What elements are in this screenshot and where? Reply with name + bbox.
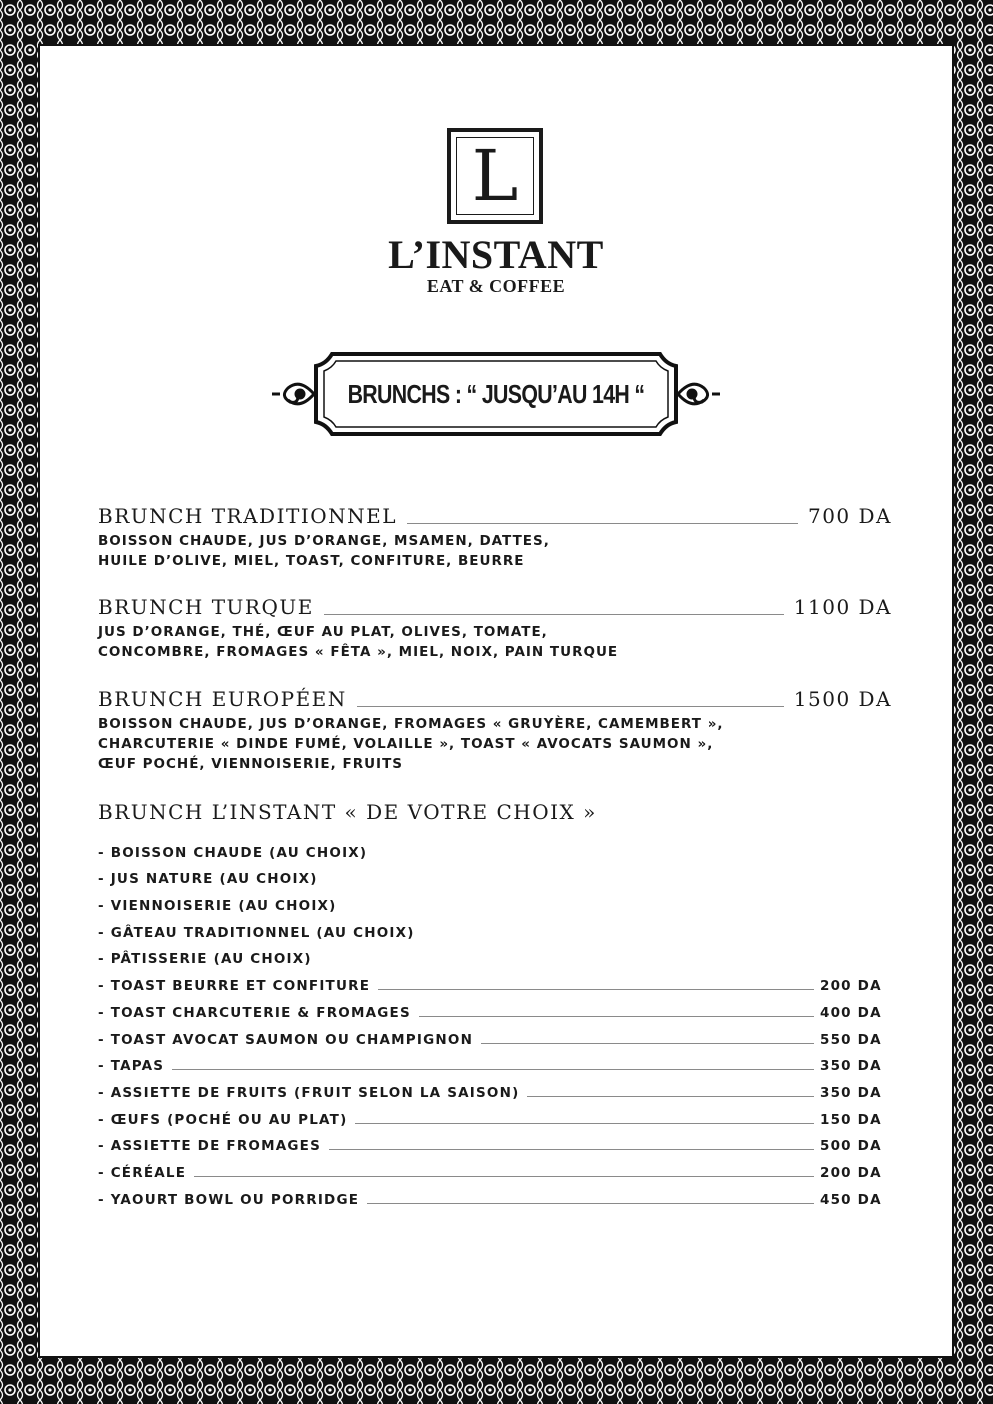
list-item-price: 350 DA: [820, 1084, 882, 1101]
item-description: [98, 622, 892, 662]
right-scroll-ornament: [678, 384, 720, 404]
description-line: BOISSON CHAUDE, JUS D’ORANGE, FROMAGES « GRUYÈRE, CAMEMBERT »,: [98, 716, 724, 732]
list-item: [98, 941, 880, 968]
item-price: 1100 DA: [793, 595, 892, 619]
leader-line: [378, 989, 814, 990]
list-item: [98, 1048, 880, 1075]
list-item-label: - ŒUFS (POCHÉ OU AU PLAT): [98, 1111, 348, 1128]
list-item: [98, 914, 880, 941]
section-title: BRUNCHS : “ JUSQU’AU 14H “: [347, 378, 645, 409]
list-item-label: - YAOURT BOWL OU PORRIDGE: [98, 1191, 360, 1208]
list-item-price: 450 DA: [820, 1191, 882, 1208]
description-line: HUILE D’OLIVE, MIEL, TOAST, CONFITURE, BEURRE: [98, 553, 525, 569]
menu-item-europeen: [98, 685, 892, 774]
list-item-label: - ASSIETTE DE FRUITS (FRUIT SELON LA SAISON): [98, 1084, 520, 1101]
list-item-label: - GÂTEAU TRADITIONNEL (AU CHOIX): [98, 924, 415, 941]
leader-line: [419, 1016, 814, 1017]
list-item: [98, 1154, 880, 1181]
list-item: [98, 1181, 880, 1208]
menu-item-traditionnel: [98, 502, 892, 571]
leader-line: [367, 1203, 814, 1204]
custom-brunch-list: [98, 834, 880, 1208]
logo-emblem: [447, 128, 543, 224]
leader-line: [357, 706, 784, 707]
list-item: [98, 1021, 880, 1048]
description-line: CONCOMBRE, FROMAGES « FÊTA », MIEL, NOIX, PAIN TURQUE: [98, 644, 619, 660]
description-line: BOISSON CHAUDE, JUS D’ORANGE, MSAMEN, DATTES,: [98, 533, 550, 549]
logo-letter: L: [471, 135, 519, 217]
item-description: [98, 714, 892, 774]
list-item-price: 350 DA: [820, 1058, 882, 1075]
list-item-label: - ASSIETTE DE FROMAGES: [98, 1138, 322, 1155]
leader-line: [194, 1176, 814, 1177]
item-title: BRUNCH TRADITIONNEL: [98, 504, 398, 528]
leader-line: [329, 1149, 814, 1150]
list-item-label: - BOISSON CHAUDE (AU CHOIX): [98, 844, 368, 861]
list-item-price: 400 DA: [820, 1004, 882, 1021]
list-item: [98, 1074, 880, 1101]
list-item-price: 150 DA: [820, 1111, 882, 1128]
list-item-label: - TOAST CHARCUTERIE & FROMAGES: [98, 1004, 411, 1021]
menu-page: [42, 48, 950, 1354]
leader-line: [172, 1069, 814, 1070]
list-item-label: - TAPAS: [98, 1058, 165, 1075]
brand-name: L’INSTANT: [388, 232, 604, 277]
list-item-label: - TOAST BEURRE ET CONFITURE: [98, 978, 371, 995]
list-item-price: 500 DA: [820, 1138, 882, 1155]
left-scroll-ornament: [272, 384, 314, 404]
list-item: [98, 967, 880, 994]
leader-line: [481, 1043, 814, 1044]
item-price: 700 DA: [807, 504, 892, 528]
list-item: [98, 834, 880, 861]
list-item-price: 200 DA: [820, 978, 882, 995]
leader-line: [355, 1123, 814, 1124]
list-item-price: 550 DA: [820, 1031, 882, 1048]
list-item: [98, 861, 880, 888]
list-item-price: 200 DA: [820, 1164, 882, 1181]
description-line: ŒUF POCHÉ, VIENNOISERIE, FRUITS: [98, 756, 404, 772]
section-banner: [270, 348, 722, 440]
item-description: [98, 531, 892, 571]
list-item-label: - PÂTISSERIE (AU CHOIX): [98, 951, 312, 968]
menu-item-turque: [98, 593, 892, 662]
leader-line: [527, 1096, 814, 1097]
list-item-label: - VIENNOISERIE (AU CHOIX): [98, 898, 337, 915]
item-title: BRUNCH TURQUE: [98, 595, 314, 619]
description-line: JUS D’ORANGE, THÉ, ŒUF AU PLAT, OLIVES, TOMATE,: [98, 624, 548, 640]
item-title: BRUNCH EUROPÉEN: [98, 687, 347, 711]
list-item-label: - CÉRÉALE: [98, 1164, 187, 1181]
custom-brunch-title: BRUNCH L’INSTANT « DE VOTRE CHOIX »: [98, 800, 597, 824]
brand-subtitle: EAT & COFFEE: [426, 276, 566, 296]
leader-line: [407, 523, 798, 524]
list-item-label: - TOAST AVOCAT SAUMON OU CHAMPIGNON: [98, 1031, 474, 1048]
list-item: [98, 1128, 880, 1155]
item-price: 1500 DA: [793, 687, 892, 711]
description-line: CHARCUTERIE « DINDE FUMÉ, VOLAILLE », TOAST « AVOCATS SAUMON »,: [98, 736, 714, 752]
list-item: [98, 1101, 880, 1128]
list-item-label: - JUS NATURE (AU CHOIX): [98, 871, 318, 888]
list-item: [98, 994, 880, 1021]
list-item: [98, 887, 880, 914]
leader-line: [324, 614, 784, 615]
